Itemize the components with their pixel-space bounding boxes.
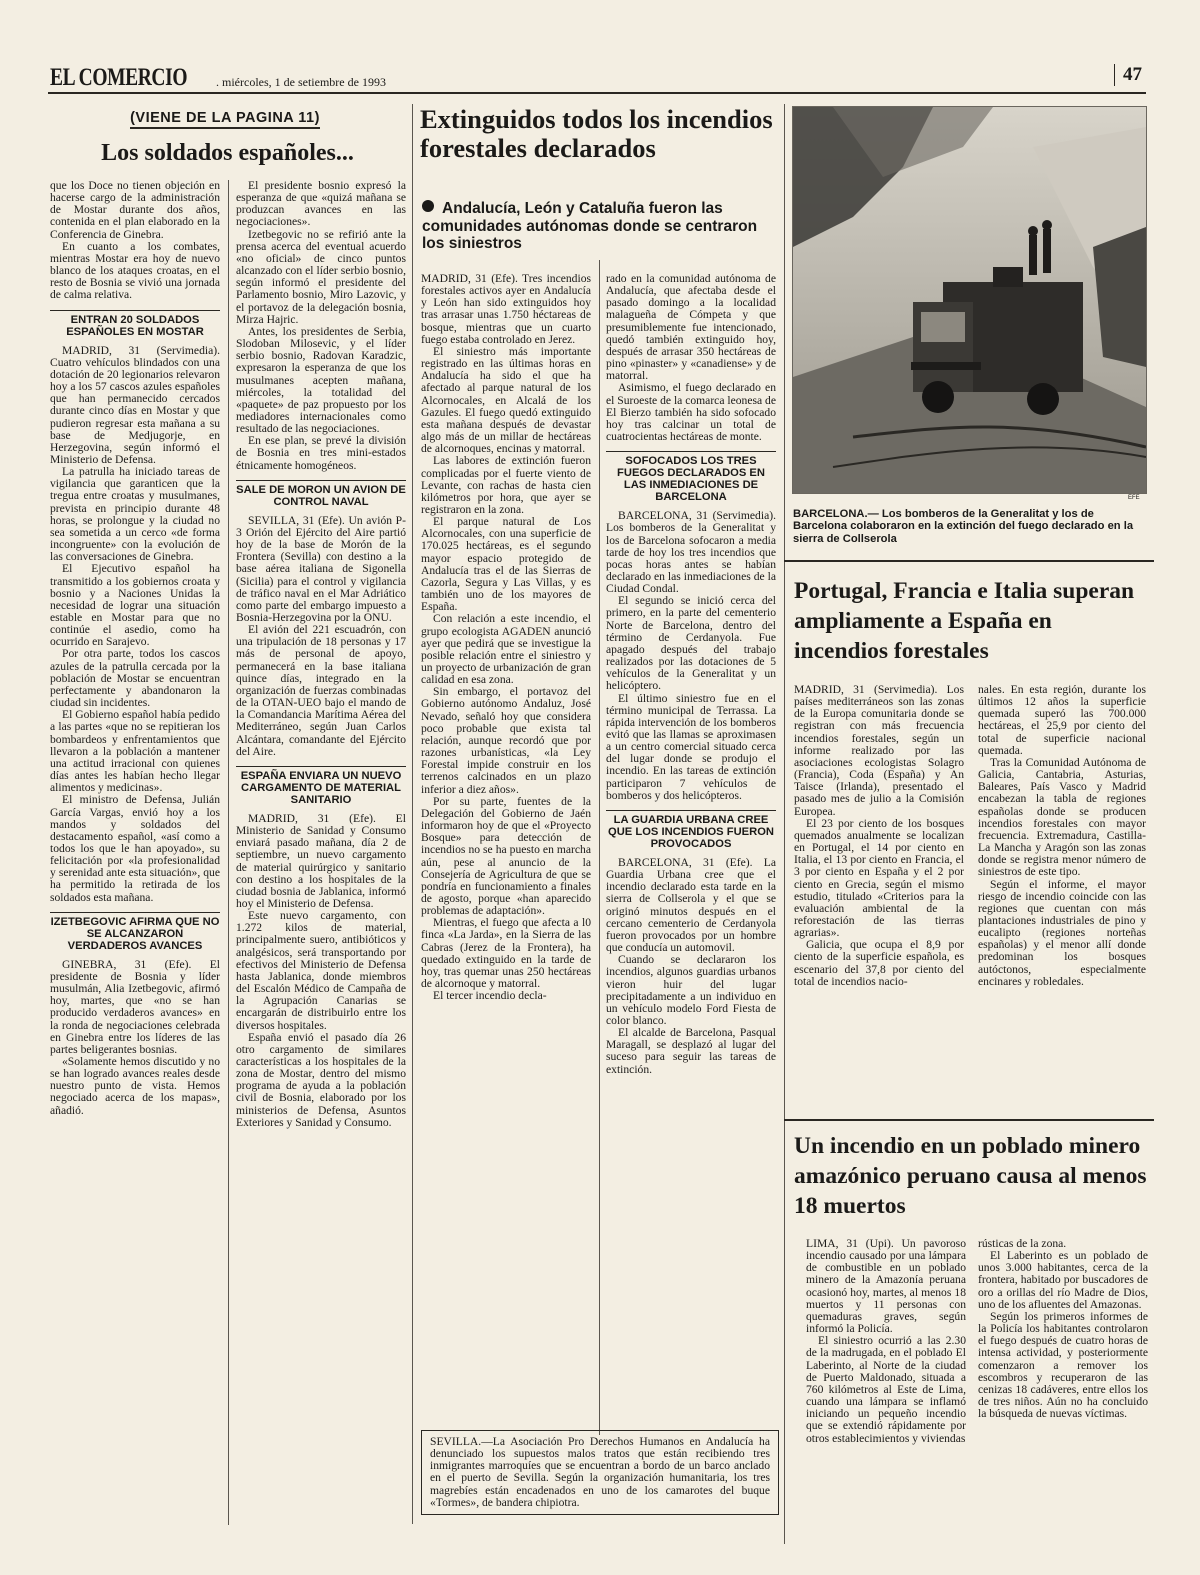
- headline-portugal: Portugal, Francia e Italia superan ampliamente a España en incendios forestales: [794, 578, 1135, 664]
- paragraph: Por su parte, fuentes de la Delegación del Gobierno de Jaén informaron hoy de que el «Proyecto Bosque» para detección de incendios no se ha puesto en marcha aún, pese al anuncio de la Consejería de Agricultura de que se pondría en funcionamiento a finales de agosto, porque «han aparecido problemas de adaptación».: [421, 794, 591, 918]
- section-divider: [784, 560, 1154, 562]
- photo-credit: EFE: [1128, 495, 1140, 501]
- headline-soldados: Los soldados españoles...: [101, 140, 354, 166]
- paragraph: MADRID, 31 (Servimedia). Los países mediterráneos son las zonas de la Europa comunitaria donde se registran con más frecuencia incendios forestales, según un informe realizado por las asociaciones ecologistas Solagro (Francia), Coda (España) y An Taisce (Irlanda), presentado el pasado mes de julio a la Comisión Europea.: [794, 683, 964, 818]
- masthead: [48, 64, 1146, 94]
- headline-peru: Un incendio en un poblado minero amazónico peruano causa al menos 18 muertos: [794, 1133, 1147, 1219]
- paragraph: El Ejecutivo español ha transmitido a los gobiernos croata y bosnio y a Naciones Unidas la necesidad de lograr una situación estable en Mostar para que no continúe el asedio, como ha ocurrido en Sarajevo.: [50, 562, 220, 649]
- article-column-5: [794, 684, 964, 988]
- paragraph: BARCELONA, 31 (Servimedia). Los bomberos de la Generalitat y los de Barcelona sofocaron a media tarde de hoy los tres incendios que pocas horas antes se habían declarado en las inmediaciones de la Ciudad Condal.: [606, 509, 776, 596]
- paragraph: SEVILLA.—La Asociación Pro Derechos Humanos en Andalucía ha denunciado los supuestos malos tratos que están recibiendo tres inmigrantes marroquíes que se encuentran a bordo de un barco anclado en el puerto de Sevilla. Según la organización humanitaria, los tres magrebíes están encadenados en uno de los camarotes del buque «Tormes», de bandera chipiotra.: [430, 1435, 770, 1509]
- paragraph: MADRID, 31 (Servimedia). Cuatro vehículos blindados con una dotación de 20 legionarios relevaron hoy a los 57 cascos azules españoles que han permanecido cercados durante cinco días en Mostar y que pudieron regresar esta mañana a su base de Medjugorje, en Herzegovina, según informó el Ministerio de Defensa.: [50, 343, 220, 466]
- paragraph: Según los primeros informes de la Policía los habitantes controlaron el fuego después de cuatro horas de intensa actividad, y posteriormente comenzaron a remover los escombros y recuperaron de las cenizas 18 cadáveres, entre ellos los de tres niños. Aún no ha concluido la búsqueda de nuevas víctimas.: [978, 1309, 1148, 1421]
- paragraph: Asimismo, el fuego declarado en el Suroeste de la comarca leonesa de El Bierzo también ha sido sofocado hoy tras calcinar un total de cuatrocientas hectáreas de monte.: [606, 381, 776, 444]
- page-number: 47: [1114, 64, 1142, 86]
- newspaper-logo: EL COMERCIO: [50, 64, 188, 91]
- paragraph: El segundo se inició cerca del primero, en la parte del cementerio Norte de Barcelona, dentro del término de Cerdanyola. Fue apagado después del trabajo realizados por las dotaciones de 5 vehículos de la Generalitat y un helicóptero.: [606, 594, 776, 693]
- bullet-icon: [422, 200, 434, 212]
- subhead-sanitario: ESPAÑA ENVIARA UN NUEVO CARGAMENTO DE MATERIAL SANITARIO: [236, 766, 406, 806]
- paragraph: Este nuevo cargamento, con 1.272 kilos de material, principalmente suero, antibióticos y analgésicos, será transportando por efectivos del Ministerio de Defensa hasta Jablanica, donde miembros del Escalón Médico de Campaña de la Agrupación Canarias se encargarán de distribuirlo entre los diversos hospitales.: [236, 909, 406, 1032]
- paragraph: El 23 por ciento de los bosques quemados anualmente se localizan en Portugal, el 14 por ciento en Italia, el 13 por ciento en Francia, el 3 por ciento en España y el 2 por ciento en Grecia, según el mismo estudio, titulado «Criterios para la evaluación ambiental de la reforestación de las tierras agrarias».: [794, 816, 964, 940]
- paragraph: Mientras, el fuego que afecta a l0 finca «La Jarda», en la Sierra de las Cabras (Jerez de la Frontera), ha quedado extinguido en la tarde de hoy, tras quemar unas 250 hectáreas de alcornoque y matorral.: [421, 916, 591, 991]
- paragraph: El ministro de Defensa, Julián García Vargas, envió hoy a los mandos y soldados del destacamento español, «así como a todos los que le han apoyado», su felicitación por «la profesionalidad y serenidad ante esta situación», que ha permitido la retirada de los soldados esta mañana.: [50, 793, 220, 904]
- paragraph: Tras la Comunidad Autónoma de Galicia, Cantabria, Asturias, Baleares, País Vasco y Madrid encabezan la tabla de regiones españolas donde se producen incendios forestales con mayor frecuencia. Extremadura, Castilla-La Mancha y Aragón son las zonas donde se registra menor número de siniestros de este tipo.: [978, 755, 1146, 879]
- article-column-7: [806, 1238, 966, 1445]
- paragraph: Galicia, que ocupa el 8,9 por ciento de la superficie española, es escenario del 37,8 por ciento del total de incendios nacio-: [794, 938, 964, 988]
- paragraph: LIMA, 31 (Upi). Un pavoroso incendio causado por una lámpara de combustible en un poblado minero de la Amazonía peruana ocasionó hoy, martes, al menos 18 muertos y 11 personas con quemaduras graves, según informó la Policía.: [806, 1237, 966, 1336]
- article-column-4: [606, 273, 776, 1076]
- paragraph: nales. En esta región, durante los últimos 12 años la superficie quemada superó las 700.000 hectáreas, el 25,9 por ciento del total de superficie nacional quemada.: [978, 683, 1146, 757]
- column-rule: [228, 180, 229, 1525]
- paragraph: MADRID, 31 (Efe). Tres incendios forestales activos ayer en Andalucía y León han sido extinguidos hoy tras arrasar unas 1.750 héctareas de bosque, mientras que un cuarto fuego estaba controlado en Jerez.: [421, 272, 591, 346]
- paragraph: La patrulla ha iniciado tareas de vigilancia que garanticen que la tregua entre croatas y musulmanes, prevista en principio durante 48 horas, se prolongue y la ciudad no sea sometida a un cerco «de forma incongruente» con la evolución de las conversaciones de Ginebra.: [50, 465, 220, 564]
- paragraph: Por otra parte, todos los cascos azules de la patrulla cercada por la población de Mostar se encuentran perfectamente y abandonaron la ciudad sin incidentes.: [50, 647, 220, 710]
- paragraph: El tercer incendio decla-: [433, 989, 547, 1003]
- article-column-6: [978, 684, 1146, 988]
- paragraph: El siniestro ocurrió a las 2.30 de la madrugada, en el poblado El Laberinto, al Norte de la ciudad de Puerto Maldonado, situada a 760 kilómetros al Este de Lima, cuando una lámpara se inflamó iniciando un pequeño incendio que se extendió rápidamente por otros establecimientos y viviendas: [806, 1334, 966, 1445]
- paragraph: El parque natural de Los Alcornocales, con una superficie de 170.025 hectáreas, es el segundo mayor espacio protegido de Andalucía tras el de las Sierras de Cazorla, Segura y Las Villas, y es también uno de los mayores de España.: [421, 515, 591, 614]
- article-column-1: [50, 180, 220, 1117]
- continued-kicker: (VIENE DE LA PAGINA 11): [80, 110, 370, 126]
- dateline: . miércoles, 1 de setiembre de 1993: [216, 75, 386, 89]
- paragraph: El siniestro más importante registrado en las últimas horas en Andalucía ha sido el que ha afectado al parque natural de los Alcornocales, en Alcalá de los Gazules. El fuego quedó extinguido esta mañana después de devastar algo más de un millar de hectáreas de alcornoques, encinas y matorral.: [421, 344, 591, 456]
- article-column-8: [978, 1238, 1148, 1420]
- paragraph: Cuando se declararon los incendios, algunos guardias urbanos vieron huir del lugar precipitadamente a un individuo en un vehículo modelo Ford Fiesta de color blanco.: [606, 953, 776, 1027]
- subhead-entran: ENTRAN 20 SOLDADOS ESPAÑOLES EN MOSTAR: [50, 310, 220, 338]
- headline-extinguidos: Extinguidos todos los incendios forestales declarados: [420, 104, 773, 163]
- paragraph: BARCELONA, 31 (Efe). La Guardia Urbana cree que el incendio declarado esta tarde en la sierra de Collserola y el que se originó minutos después en el cercano cementerio de Cerdanyola fueron provocados por un hombre que conducía un automovil.: [606, 855, 776, 955]
- paragraph: SEVILLA, 31 (Efe). Un avión P-3 Orión del Ejército del Aire partió hoy de la base de Morón de la Frontera (Sevilla) con destino a la base aérea italiana de Sigonella (Sicilia) para el control y vigilancia de tráfico naval en el Mar Adriático como parte del embargo impuesto a Bosnia-Herzegovina por la ONU.: [236, 513, 406, 624]
- fire-truck-photo: [792, 106, 1147, 494]
- paragraph: «Solamente hemos discutido y no se han logrado avances reales desde nuestro punto de vista. Hemos negociado acerca de los mapas», añadió.: [50, 1055, 220, 1117]
- subhead-sofocados: SOFOCADOS LOS TRES FUEGOS DECLARADOS EN LAS INMEDIACIONES DE BARCELONA: [606, 451, 776, 503]
- paragraph: En ese plan, se prevé la división de Bosnia en tres mini-estados étnicamente homogéneos.: [236, 434, 406, 472]
- paragraph: El alcalde de Barcelona, Pasqual Maragall, se desplazó al lugar del suceso para seguir las tareas de extinción.: [606, 1026, 776, 1076]
- column-rule: [784, 104, 785, 1544]
- paragraph: El avión del 221 escuadrón, con una tripulación de 18 personas y 17 más de personal de apoyo, permanecerá en la base italiana quince días, integrado en la organización de fuerzas combinadas de la OTAN-UEO bajo el mando de la Comandancia Marítima Aérea del Mediterráneo, según Juan Carlos Alcántara, comandante del Ejército del Aire.: [236, 623, 406, 758]
- paragraph: En cuanto a los combates, mientras Mostar era hoy de nuevo blanco de los ataques croatas, en el resto de Bosnia se vivió una jornada de calma relativa.: [50, 239, 220, 302]
- paragraph: Antes, los presidentes de Serbia, Slodoban Milosevic, y el líder serbio bosnio, Radovan Karadzic, expresaron la esperanza de que los musulmanes acepten mañana, miércoles, la totalidad del «paquete» de paz propuesto por los mediadores internacionales como resultado de las negociaciones.: [236, 324, 406, 436]
- paragraph: Sin embargo, el portavoz del Gobierno autónomo Andaluz, José Nevado, señaló hoy que considera poco probable que exista tal relación, aunque recordó que por razones urbanísticas, «la Ley Forestal impide construir en los terrenos calcinados en un plazo inferior a diez años».: [421, 685, 591, 796]
- deck-extinguidos: Andalucía, León y Cataluña fueron las comunidades autónomas donde se centraron los siniestros: [422, 200, 758, 252]
- paragraph: rado en la comunidad autónoma de Andalucía, que afectaba desde el pasado domingo a la localidad malagueña de Cómpeta y que presumiblemente fue intencionado, quedó también extinguido hoy, después de arrasar 350 hectáreas de pino «pinaster» y «canadiense» y de matorral.: [606, 272, 776, 383]
- photo-caption: BARCELONA.— Los bomberos de la Generalitat y los de Barcelona colaboraron en la extinción del fuego declarado en la sierra de Collserola: [793, 508, 1134, 545]
- paragraph: El Laberinto es un poblado de unos 3.000 habitantes, cerca de la frontera, habitado por buscadores de oro a orillas del río Madre de Dios, uno de los afluentes del Amazonas.: [978, 1249, 1148, 1311]
- column-rule: [599, 260, 600, 1435]
- paragraph: El presidente bosnio expresó la esperanza de que «quizá mañana se produzcan avances en las negociaciones».: [236, 179, 406, 229]
- subhead-moron: SALE DE MORON UN AVION DE CONTROL NAVAL: [236, 480, 406, 508]
- paragraph: MADRID, 31 (Efe). El Ministerio de Sanidad y Consumo enviará pasado mañana, día 2 de septiembre, un nuevo cargamento de material quirúrgico y sanitario con destino a los hospitales de la ciudad bosnia de Jablanica, informó hoy el Ministerio de Defensa.: [236, 811, 406, 910]
- paragraph: rústicas de la zona.: [978, 1237, 1067, 1250]
- paragraph: España envió el pasado día 26 otro cargamento de similares características a los hospitales de la zona de Mostar, dentro del mismo programa de ayuda a la población civil de Bosnia, elaborado por los ministerios de Defensa, Asuntos Exteriores y Sanidad y Consumo.: [236, 1030, 406, 1129]
- section-divider: [784, 1119, 1154, 1121]
- paragraph: que los Doce no tienen objeción en hacerse cargo de la administración de Mostar durante dos años, contenida en el plan elaborado en la Conferencia de Ginebra.: [50, 179, 220, 241]
- paragraph: El último siniestro fue en el término municipal de Terrassa. La rápida intervención de los bomberos evitó que las llamas se aproximasen a un centro comercial situado cerca del lugar donde se produjo el incendio. En las tareas de extinción participaron 7 vehículos de bomberos y dos helicópteros.: [606, 691, 776, 802]
- paragraph: Izetbegovic no se refirió ante la prensa acerca del eventual acuerdo «no oficial» de cinco puntos alcanzado con el líder serbio bosnio, según informó el presidente del Parlamento bosnio, Miro Lazovic, y el portavoz de la delegación bosnia, Mirza Hajric.: [236, 227, 406, 326]
- article-column-3: [421, 273, 591, 1002]
- article-column-2: [236, 180, 406, 1129]
- paragraph: Con relación a este incendio, el grupo ecologista AGADEN anunció ayer que pedirá que se investigue la posible relación entre el siniestro y un proyecto de urbanización de gran calidad en esa zona.: [421, 612, 591, 687]
- paragraph: Las labores de extinción fueron complicadas por el fuerte viento de Levante, con rachas de hasta cien kilómetros por hora, que ayer se registraron en la zona.: [421, 454, 591, 516]
- paragraph: GINEBRA, 31 (Efe). El presidente de Bosnia y líder musulmán, Alia Izetbegovic, afirmó hoy, martes, que «no se han producido verdaderos avances» en la ronda de negociaciones celebrada en Ginebra entre los líderes de las partes beligerantes bosnias.: [50, 957, 220, 1056]
- column-rule: [412, 104, 413, 1524]
- paragraph: El Gobierno español había pedido a las partes «que no se repitieran los bombardeos y enfrentamientos que llevaron a la población a mantener una actitud irracional con quienes días antes les habían hecho llegar alimentos y medicinas».: [50, 708, 220, 795]
- sevilla-brief: [421, 1430, 779, 1515]
- subhead-izetbegovic: IZETBEGOVIC AFIRMA QUE NO SE ALCANZARON VERDADEROS AVANCES: [50, 912, 220, 952]
- subhead-guardia: LA GUARDIA URBANA CREE QUE LOS INCENDIOS FUERON PROVOCADOS: [606, 810, 776, 850]
- paragraph: Según el informe, el mayor riesgo de incendio coincide con las regiones que cuentan con más plantaciones industriales de pino y eucalipto (regiones norteñas españolas) y el menor allí donde predominan los bosques autóctonos, especialmente encinares y robledales.: [978, 877, 1146, 988]
